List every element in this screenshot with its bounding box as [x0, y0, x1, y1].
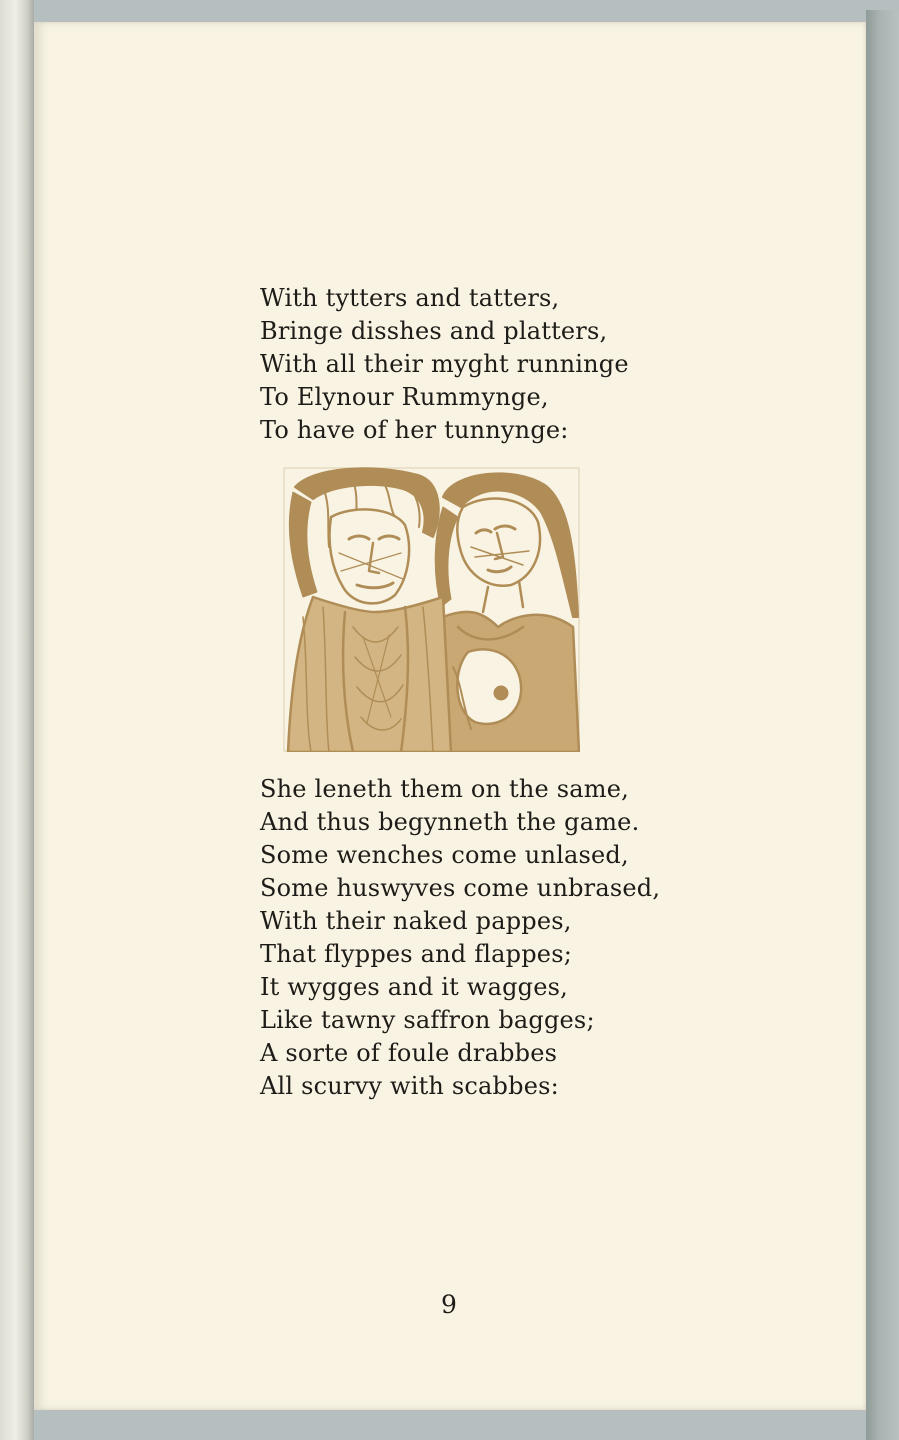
- verse-line: With all their myght runninge: [260, 350, 629, 378]
- poem-stanza-1: [260, 282, 629, 447]
- page-number: 9: [441, 1290, 457, 1319]
- poem-stanza-2: [260, 773, 660, 1103]
- verse-line: That flyppes and flappes;: [260, 940, 572, 968]
- woodcut-two-figures-icon: [283, 467, 580, 752]
- verse-line: Some huswyves come unbrased,: [260, 874, 661, 902]
- verse-line: All scurvy with scabbes:: [260, 1072, 559, 1100]
- verse-line: And thus begynneth the game.: [260, 808, 640, 836]
- book-spine-gutter: [0, 0, 34, 1440]
- verse-line: Like tawny saffron bagges;: [260, 1006, 595, 1034]
- verse-line: With their naked pappes,: [260, 907, 572, 935]
- verse-line: Bringe disshes and platters,: [260, 317, 608, 345]
- verse-line: A sorte of foule drabbes: [260, 1039, 558, 1067]
- book-cover-edge: [866, 10, 899, 1440]
- verse-line: Some wenches come unlased,: [260, 841, 629, 869]
- verse-line: With tytters and tatters,: [260, 284, 560, 312]
- verse-line: To Elynour Rummynge,: [260, 383, 549, 411]
- verse-line: To have of her tunnynge:: [260, 416, 569, 444]
- verse-line: It wygges and it wagges,: [260, 973, 568, 1001]
- verse-line: She leneth them on the same,: [260, 775, 629, 803]
